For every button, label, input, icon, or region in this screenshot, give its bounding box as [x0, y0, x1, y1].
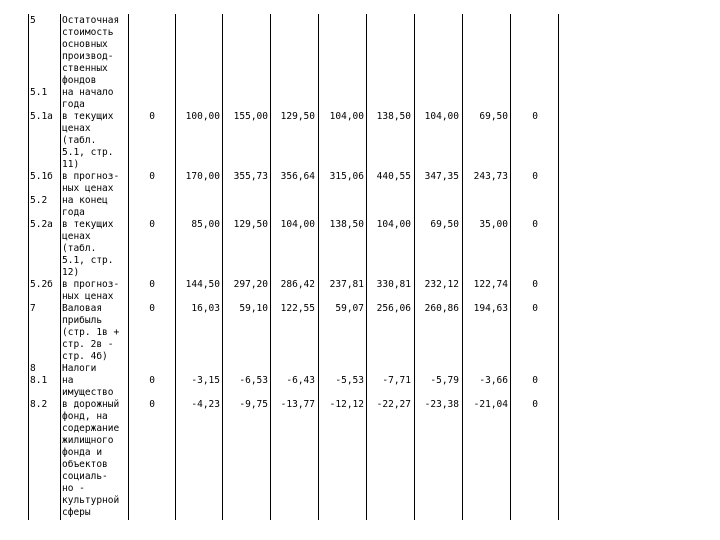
value-cell: 0 [149, 111, 155, 122]
value-cell: 104,00 [376, 219, 411, 230]
row-label: в дорожный [62, 399, 120, 410]
value-cell: 0 [149, 171, 155, 182]
row-label: фонда и [62, 447, 103, 458]
value-cell: 69,50 [430, 219, 459, 230]
table-row [0, 279, 720, 291]
value-cell: -13,77 [280, 399, 315, 410]
table-row [0, 459, 720, 471]
row-label: в текущих [62, 111, 114, 122]
row-number: 7 [30, 303, 36, 314]
value-cell: 100,00 [185, 111, 220, 122]
value-cell: 0 [532, 171, 538, 182]
table-row [0, 231, 720, 243]
row-label: производ- [62, 51, 114, 62]
value-cell: 0 [149, 303, 155, 314]
value-cell: 0 [532, 399, 538, 410]
value-cell: 0 [149, 219, 155, 230]
value-cell: -21,04 [473, 399, 508, 410]
row-label: Налоги [62, 363, 97, 374]
row-label: фондов [62, 75, 97, 86]
value-cell: 69,50 [479, 111, 508, 122]
table-row [0, 363, 720, 375]
value-cell: 0 [532, 375, 538, 386]
table-row [0, 303, 720, 315]
table-row [0, 195, 720, 207]
value-cell: 16,03 [191, 303, 220, 314]
row-label: ценах [62, 231, 91, 242]
table-row [0, 375, 720, 387]
row-label: социаль- [62, 471, 108, 482]
row-label: года [62, 207, 85, 218]
row-label: содержание [62, 423, 120, 434]
value-cell: 243,73 [473, 171, 508, 182]
table-row [0, 267, 720, 279]
value-cell: -12,12 [329, 399, 364, 410]
table-row [0, 123, 720, 135]
row-number: 5.2 [30, 195, 48, 206]
value-cell: 122,55 [280, 303, 315, 314]
row-label: прибыль [62, 315, 103, 326]
table-row [0, 111, 720, 123]
value-cell: 0 [532, 111, 538, 122]
table-row [0, 339, 720, 351]
table-row [0, 51, 720, 63]
table-row [0, 159, 720, 171]
value-cell: 129,50 [233, 219, 268, 230]
value-cell: 35,00 [479, 219, 508, 230]
table-row [0, 171, 720, 183]
row-number: 5.1а [30, 111, 53, 122]
value-cell: 104,00 [424, 111, 459, 122]
row-label: ценах [62, 123, 91, 134]
table-row [0, 495, 720, 507]
row-label: 5.1, стр. [62, 147, 114, 158]
table-row [0, 507, 720, 519]
value-cell: -5,79 [430, 375, 459, 386]
value-cell: 347,35 [424, 171, 459, 182]
row-label: жилищного [62, 435, 114, 446]
row-label: (табл. [62, 243, 97, 254]
row-label: но - [62, 483, 85, 494]
row-label: стоимость [62, 27, 114, 38]
row-label: ных ценах [62, 291, 114, 302]
table-row [0, 447, 720, 459]
value-cell: 104,00 [280, 219, 315, 230]
value-cell: -23,38 [424, 399, 459, 410]
value-cell: 194,63 [473, 303, 508, 314]
table-row [0, 327, 720, 339]
value-cell: 356,64 [280, 171, 315, 182]
table-row [0, 471, 720, 483]
table-row [0, 75, 720, 87]
value-cell: 297,20 [233, 279, 268, 290]
table-row [0, 135, 720, 147]
row-number: 5.1б [30, 171, 53, 182]
value-cell: 138,50 [329, 219, 364, 230]
row-number: 5.2б [30, 279, 53, 290]
value-cell: -3,15 [191, 375, 220, 386]
value-cell: 129,50 [280, 111, 315, 122]
table-row [0, 423, 720, 435]
table-row [0, 243, 720, 255]
row-number: 5.2а [30, 219, 53, 230]
value-cell: 59,07 [335, 303, 364, 314]
value-cell: 85,00 [191, 219, 220, 230]
row-label: 11) [62, 159, 80, 170]
value-cell: 0 [532, 219, 538, 230]
row-label: объектов [62, 459, 108, 470]
value-cell: 0 [149, 399, 155, 410]
row-label: культурной [62, 495, 120, 506]
value-cell: 59,10 [239, 303, 268, 314]
row-label: фонд, на [62, 411, 108, 422]
table-row [0, 219, 720, 231]
row-label: (стр. 1в + [62, 327, 120, 338]
value-cell: 440,55 [376, 171, 411, 182]
row-label: года [62, 99, 85, 110]
row-label: в прогноз- [62, 279, 120, 290]
value-cell: 237,81 [329, 279, 364, 290]
table-row [0, 27, 720, 39]
row-label: в текущих [62, 219, 114, 230]
value-cell: -3,66 [479, 375, 508, 386]
value-cell: 232,12 [424, 279, 459, 290]
table-row [0, 87, 720, 99]
value-cell: 170,00 [185, 171, 220, 182]
value-cell: 155,00 [233, 111, 268, 122]
row-label: ных ценах [62, 183, 114, 194]
table-row [0, 411, 720, 423]
value-cell: 144,50 [185, 279, 220, 290]
table-row [0, 387, 720, 399]
row-number: 5.1 [30, 87, 48, 98]
row-number: 8.2 [30, 399, 48, 410]
row-label: сферы [62, 507, 91, 518]
table-row [0, 291, 720, 303]
row-label: ственных [62, 63, 108, 74]
row-label: основных [62, 39, 108, 50]
value-cell: 330,81 [376, 279, 411, 290]
table-row [0, 399, 720, 411]
table-row [0, 255, 720, 267]
value-cell: 286,42 [280, 279, 315, 290]
value-cell: 138,50 [376, 111, 411, 122]
row-label: на начало [62, 87, 114, 98]
value-cell: 0 [532, 279, 538, 290]
value-cell: -6,43 [286, 375, 315, 386]
row-label: 5.1, стр. [62, 255, 114, 266]
row-label: Остаточная [62, 15, 120, 26]
table-row [0, 315, 720, 327]
table-row [0, 63, 720, 75]
row-label: стр. 2в - [62, 339, 114, 350]
row-label: Валовая [62, 303, 103, 314]
row-number: 8.1 [30, 375, 48, 386]
row-label: имущество [62, 387, 114, 398]
table-row [0, 207, 720, 219]
row-number: 5 [30, 15, 36, 26]
row-label: в прогноз- [62, 171, 120, 182]
table-row [0, 99, 720, 111]
value-cell: -5,53 [335, 375, 364, 386]
table-row [0, 183, 720, 195]
value-cell: 315,06 [329, 171, 364, 182]
table-row [0, 147, 720, 159]
table-row [0, 483, 720, 495]
table-row [0, 15, 720, 27]
value-cell: 0 [532, 303, 538, 314]
value-cell: 104,00 [329, 111, 364, 122]
table-row [0, 39, 720, 51]
value-cell: -22,27 [376, 399, 411, 410]
value-cell: 256,06 [376, 303, 411, 314]
row-label: (табл. [62, 135, 97, 146]
row-label: на конец [62, 195, 108, 206]
row-label: стр. 4б) [62, 351, 108, 362]
row-label: на [62, 375, 74, 386]
value-cell: -6,53 [239, 375, 268, 386]
row-number: 8 [30, 363, 36, 374]
table-row [0, 435, 720, 447]
value-cell: -7,71 [382, 375, 411, 386]
value-cell: -9,75 [239, 399, 268, 410]
value-cell: 122,74 [473, 279, 508, 290]
table-row [0, 351, 720, 363]
value-cell: 260,86 [424, 303, 459, 314]
value-cell: 0 [149, 375, 155, 386]
row-label: 12) [62, 267, 80, 278]
value-cell: 0 [149, 279, 155, 290]
value-cell: 355,73 [233, 171, 268, 182]
value-cell: -4,23 [191, 399, 220, 410]
